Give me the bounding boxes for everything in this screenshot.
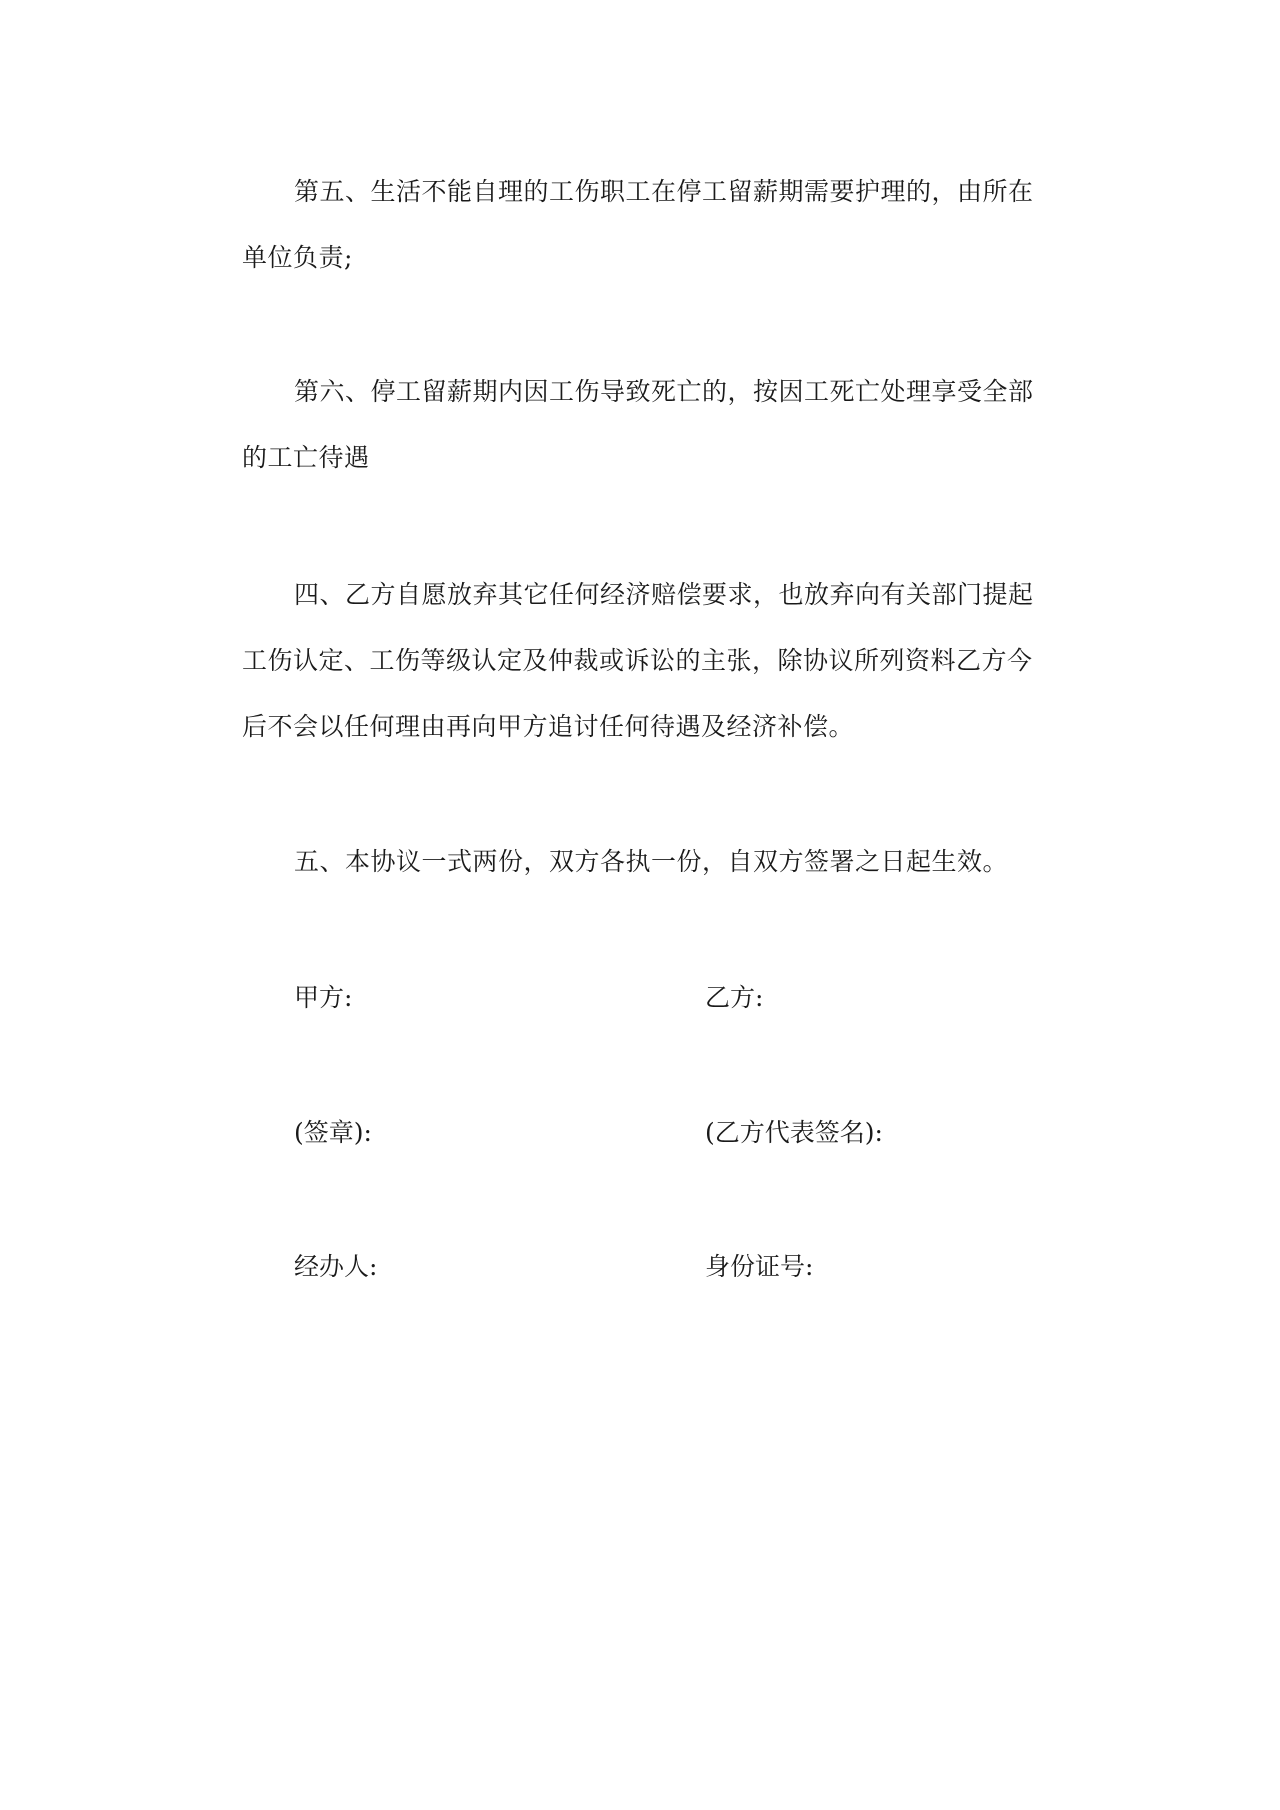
paragraph-clause-5: 五、本协议一式两份，双方各执一份，自双方签署之日起生效。 [294,847,1009,876]
handler-label: 经办人: [294,1252,378,1281]
paragraph-item-6: 第六、停工留薪期内因工伤导致死亡的，按因工死亡处理享受全部的工亡待遇 [242,377,1034,472]
id-number-label: 身份证号: [705,1252,814,1281]
party-b-representative-label: (乙方代表签名): [705,1118,883,1147]
party-b-label: 乙方: [705,983,764,1012]
party-a-seal-label: (签章): [294,1118,372,1147]
paragraph-clause-4: 四、乙方自愿放弃其它任何经济赔偿要求，也放弃向有关部门提起工伤认定、工伤等级认定及仲裁或诉讼的主张，除协议所列资料乙方今后不会以任何理由再向甲方追讨任何待遇及经济补偿。 [242,580,1034,741]
party-a-label: 甲方: [294,983,353,1012]
paragraph-item-5: 第五、生活不能自理的工伤职工在停工留薪期需要护理的，由所在单位负责; [242,177,1034,272]
